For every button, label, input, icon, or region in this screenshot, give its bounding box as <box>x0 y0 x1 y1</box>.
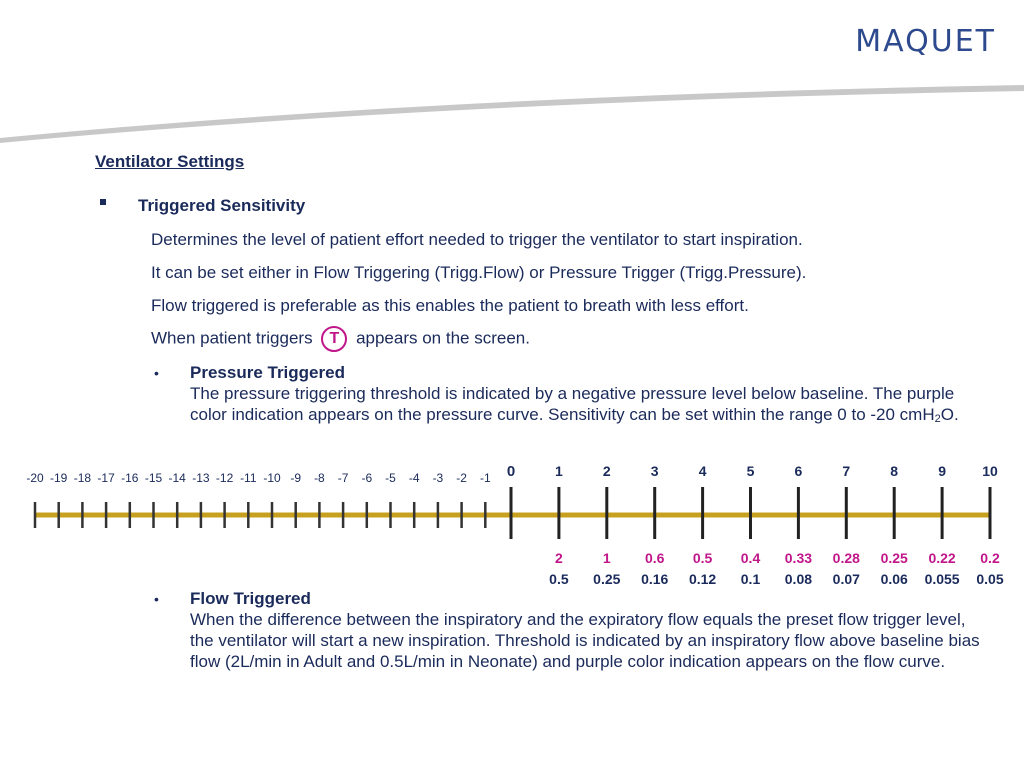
positive-tick-label: 4 <box>698 463 707 479</box>
page-title: Ventilator Settings <box>95 152 245 171</box>
positive-tick-label: 6 <box>794 463 803 479</box>
bullet-dot-icon: • <box>154 591 159 607</box>
negative-tick-label: -2 <box>456 471 467 485</box>
negative-tick-label: -5 <box>385 471 396 485</box>
trigger-text-after: appears on the screen. <box>356 328 530 348</box>
negative-tick-label: -8 <box>314 471 325 485</box>
flow-value-label: 0.16 <box>641 571 669 587</box>
positive-tick-label: 3 <box>650 463 659 479</box>
pressure-text: The pressure triggering threshold is indicated by a negative pressure level below baseline. The purple color indication appears on the pressure curve. Sensitivity can be set within the range 0 to -20 cmH <box>190 384 955 424</box>
flow-triggered-block <box>190 588 980 672</box>
trigger-t-icon: T <box>321 326 347 352</box>
flow-value-label: 0.05 <box>976 571 1004 587</box>
flow-value-label: 0.25 <box>593 571 621 587</box>
negative-tick-label: -13 <box>192 471 210 485</box>
header-swoosh <box>0 0 1024 150</box>
pressure-value-label: 0.2 <box>980 550 1000 566</box>
sensitivity-scale <box>0 455 1024 595</box>
section-heading: Triggered Sensitivity <box>138 196 306 215</box>
negative-tick-label: -20 <box>26 471 44 485</box>
positive-tick-label: 9 <box>938 463 946 479</box>
pressure-value-label: 0.4 <box>740 550 761 566</box>
negative-tick-label: -11 <box>240 471 257 485</box>
pressure-value-label: 0.6 <box>644 550 665 566</box>
pressure-value-label: 1 <box>602 550 611 566</box>
positive-tick-label: 10 <box>982 463 998 479</box>
description-line-2: It can be set either in Flow Triggering (Trigg.Flow) or Pressure Trigger (Trigg.Pressure). <box>151 263 807 282</box>
pressure-value-label: 2 <box>555 550 563 566</box>
negative-tick-label: -17 <box>97 471 115 485</box>
positive-tick-label: 5 <box>746 463 755 479</box>
negative-tick-label: -1 <box>479 471 491 485</box>
flow-text: When the difference between the inspiratory and the expiratory flow equals the preset flow trigger level, the ventilator will start a new inspiration. Threshold is indicated by an inspiratory flow above baseline bias flow (2L/min in Adult and 0.5L/min in Neonate) and purple color indication appears on the flow curve. <box>190 610 980 671</box>
bullet-dot-icon: • <box>154 365 159 381</box>
negative-tick-label: -15 <box>144 471 163 485</box>
pressure-heading: Pressure Triggered <box>190 363 345 382</box>
pressure-value-label: 0.25 <box>880 550 908 566</box>
negative-tick-label: -19 <box>50 471 68 485</box>
negative-tick-label: -16 <box>121 471 139 485</box>
negative-tick-label: -18 <box>73 471 92 485</box>
trigger-indicator-line <box>151 326 530 352</box>
positive-tick-label: 2 <box>602 463 611 479</box>
positive-tick-label: 8 <box>890 463 899 479</box>
flow-value-label: 0.12 <box>688 571 717 587</box>
pressure-value-label: 0.5 <box>692 550 713 566</box>
pressure-triggered-block <box>190 362 980 428</box>
negative-tick-label: -14 <box>168 471 186 485</box>
negative-tick-label: -4 <box>408 471 420 485</box>
pressure-subscript: 2 <box>934 413 941 425</box>
flow-value-label: 0.055 <box>924 571 960 587</box>
flow-value-label: 0.06 <box>880 571 908 587</box>
trigger-text-before: When patient triggers <box>151 328 313 348</box>
positive-tick-label: 7 <box>842 463 851 479</box>
flow-heading: Flow Triggered <box>190 589 311 608</box>
flow-value-label: 0.1 <box>740 571 761 587</box>
zero-tick-label: 0 <box>506 463 516 480</box>
positive-tick-label: 1 <box>555 463 563 479</box>
pressure-value-label: 0.33 <box>784 550 813 566</box>
negative-tick-label: -6 <box>361 471 373 485</box>
pressure-value-label: 0.28 <box>832 550 860 566</box>
description-line-3: Flow triggered is preferable as this enables the patient to breath with less effort. <box>151 296 749 315</box>
flow-value-label: 0.08 <box>784 571 813 587</box>
flow-value-label: 0.5 <box>549 571 569 587</box>
negative-tick-label: -12 <box>215 471 234 485</box>
negative-tick-label: -10 <box>263 471 281 485</box>
negative-tick-label: -3 <box>432 471 444 485</box>
flow-value-label: 0.07 <box>832 571 860 587</box>
negative-tick-label: -9 <box>290 471 302 485</box>
maquet-logo: MAQUET <box>855 24 996 59</box>
square-bullet-icon <box>100 199 106 205</box>
description-line-1: Determines the level of patient effort needed to trigger the ventilator to start inspiration. <box>151 230 803 249</box>
negative-tick-label: -7 <box>337 471 349 485</box>
pressure-value-label: 0.22 <box>928 550 956 566</box>
pressure-text-end: O. <box>940 405 959 424</box>
